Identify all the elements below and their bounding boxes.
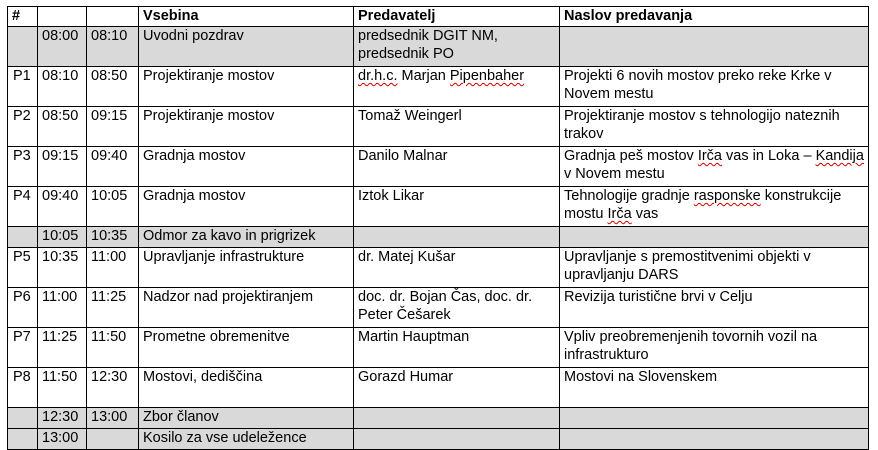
table-row: [8, 67, 869, 107]
table-row: [8, 429, 869, 450]
cell-number: P5: [8, 248, 38, 288]
cell-title: [560, 408, 869, 429]
cell-start-time: 08:00: [38, 27, 87, 67]
cell-start-time: 11:50: [38, 368, 87, 408]
cell-title: Mostovi na Slovenskem: [560, 368, 869, 408]
cell-number: P4: [8, 187, 38, 227]
cell-start-time: 08:50: [38, 107, 87, 147]
cell-topic: Odmor za kavo in prigrizek: [139, 227, 354, 248]
table-row: [8, 368, 869, 408]
cell-title: Tehnologije gradnje rasponske konstrukcije mostu Irča vas: [560, 187, 869, 227]
cell-end-time: 10:35: [87, 227, 139, 248]
cell-speaker: doc. dr. Bojan Čas, doc. dr. Peter Češarek: [354, 288, 560, 328]
cell-end-time: 10:05: [87, 187, 139, 227]
cell-start-time: 11:00: [38, 288, 87, 328]
header-start: [38, 7, 87, 27]
cell-start-time: 12:30: [38, 408, 87, 429]
table-row: [8, 227, 869, 248]
cell-start-time: 13:00: [38, 429, 87, 450]
cell-topic: Uvodni pozdrav: [139, 27, 354, 67]
cell-number: [8, 429, 38, 450]
table-row: [8, 107, 869, 147]
cell-number: P3: [8, 147, 38, 187]
program-table: [7, 6, 869, 450]
header-end: [87, 7, 139, 27]
cell-start-time: 08:10: [38, 67, 87, 107]
cell-end-time: 11:50: [87, 328, 139, 368]
cell-start-time: 09:40: [38, 187, 87, 227]
cell-topic: Mostovi, dediščina: [139, 368, 354, 408]
cell-speaker: Martin Hauptman: [354, 328, 560, 368]
cell-speaker: predsednik DGIT NM, predsednik PO: [354, 27, 560, 67]
cell-end-time: 12:30: [87, 368, 139, 408]
cell-end-time: 11:25: [87, 288, 139, 328]
cell-end-time: 08:50: [87, 67, 139, 107]
cell-title: Projekti 6 novih mostov preko reke Krke v Novem mestu: [560, 67, 869, 107]
cell-number: P8: [8, 368, 38, 408]
table-row: [8, 27, 869, 67]
cell-number: [8, 27, 38, 67]
table-row: [8, 288, 869, 328]
cell-end-time: 11:00: [87, 248, 139, 288]
cell-speaker: Gorazd Humar: [354, 368, 560, 408]
cell-title: Vpliv preobremenjenih tovornih vozil na infrastrukturo: [560, 328, 869, 368]
cell-topic: Nadzor nad projektiranjem: [139, 288, 354, 328]
cell-speaker: [354, 408, 560, 429]
table-row: [8, 187, 869, 227]
cell-speaker: dr. Matej Kušar: [354, 248, 560, 288]
cell-topic: Gradnja mostov: [139, 147, 354, 187]
cell-number: P7: [8, 328, 38, 368]
table-row: [8, 248, 869, 288]
cell-topic: Projektiranje mostov: [139, 107, 354, 147]
header-speaker: Predavatelj: [354, 7, 560, 27]
cell-end-time: 13:00: [87, 408, 139, 429]
table-row: [8, 328, 869, 368]
cell-title: [560, 227, 869, 248]
cell-title: Gradnja peš mostov Irča vas in Loka – Kandija v Novem mestu: [560, 147, 869, 187]
cell-number: P1: [8, 67, 38, 107]
cell-title: Revizija turistične brvi v Celju: [560, 288, 869, 328]
header-topic: Vsebina: [139, 7, 354, 27]
cell-end-time: [87, 429, 139, 450]
cell-topic: Projektiranje mostov: [139, 67, 354, 107]
cell-speaker: [354, 429, 560, 450]
cell-start-time: 11:25: [38, 328, 87, 368]
cell-speaker: Iztok Likar: [354, 187, 560, 227]
cell-speaker: Tomaž Weingerl: [354, 107, 560, 147]
cell-topic: Prometne obremenitve: [139, 328, 354, 368]
cell-topic: Zbor članov: [139, 408, 354, 429]
table-row: [8, 147, 869, 187]
cell-title: Upravljanje s premostitvenimi objekti v upravljanju DARS: [560, 248, 869, 288]
cell-number: P6: [8, 288, 38, 328]
cell-number: [8, 227, 38, 248]
cell-topic: Gradnja mostov: [139, 187, 354, 227]
table-row: [8, 408, 869, 429]
cell-speaker: dr.h.c. Marjan Pipenbaher: [354, 67, 560, 107]
cell-title: [560, 429, 869, 450]
cell-start-time: 10:35: [38, 248, 87, 288]
cell-end-time: 09:15: [87, 107, 139, 147]
cell-end-time: 08:10: [87, 27, 139, 67]
cell-speaker: [354, 227, 560, 248]
cell-end-time: 09:40: [87, 147, 139, 187]
header-title: Naslov predavanja: [560, 7, 869, 27]
cell-number: [8, 408, 38, 429]
cell-title: Projektiranje mostov s tehnologijo nateznih trakov: [560, 107, 869, 147]
cell-start-time: 10:05: [38, 227, 87, 248]
cell-number: P2: [8, 107, 38, 147]
cell-start-time: 09:15: [38, 147, 87, 187]
cell-topic: Upravljanje infrastrukture: [139, 248, 354, 288]
cell-title: [560, 27, 869, 67]
cell-speaker: Danilo Malnar: [354, 147, 560, 187]
cell-topic: Kosilo za vse udeležence: [139, 429, 354, 450]
header-number: #: [8, 7, 38, 27]
table-header-row: [8, 7, 869, 27]
